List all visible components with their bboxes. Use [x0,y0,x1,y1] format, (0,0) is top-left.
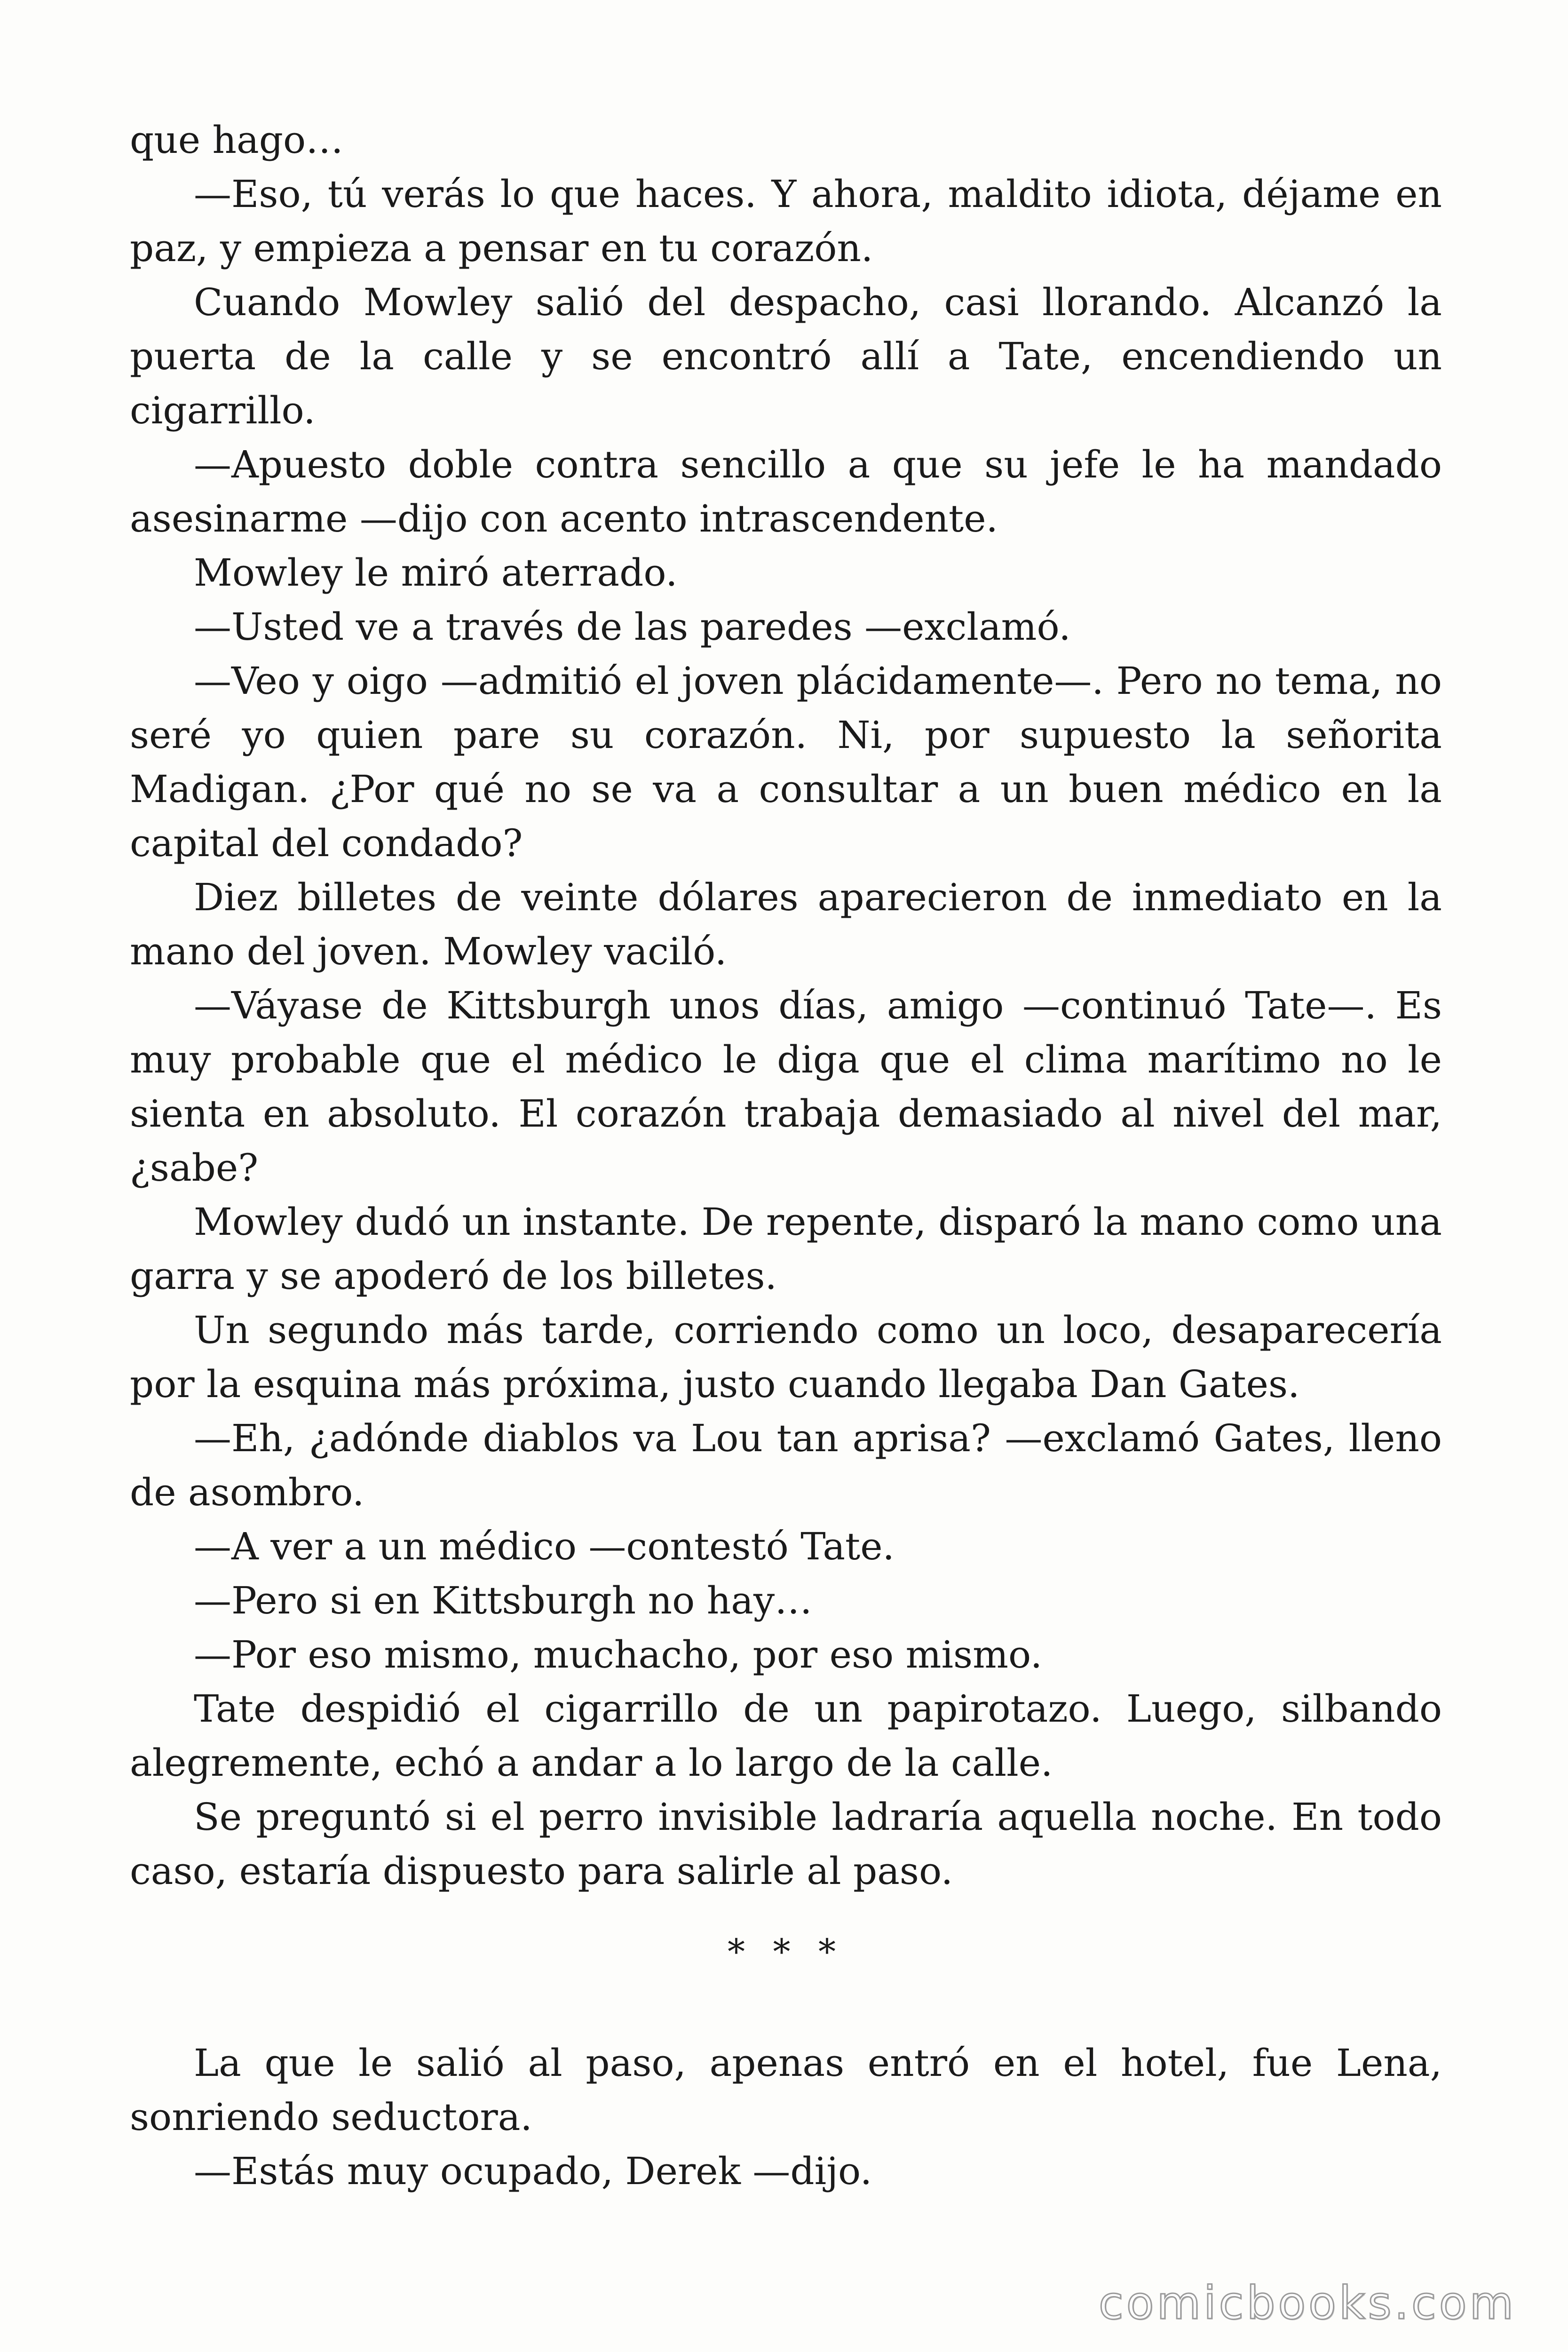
paragraph: La que le salió al paso, apenas entró en el hotel, fue Lena, sonriendo seductora. [130,2041,1442,2139]
paragraph: —Usted ve a través de las paredes —exclamó. [194,605,1071,649]
paragraph: —Por eso mismo, muchacho, por eso mismo. [194,1633,1043,1677]
body-text [130,113,1442,2198]
paragraph: —A ver a un médico —contestó Tate. [194,1525,895,1568]
paragraph: —Pero si en Kittsburgh no hay… [194,1579,813,1622]
paragraph: Cuando Mowley salió del despacho, casi llorando. Alcanzó la puerta de la calle y se encontró allí a Tate, encendiendo un cigarrillo. [130,280,1442,432]
paragraph: Mowley dudó un instante. De repente, disparó la mano como una garra y se apoderó de los billetes. [130,1200,1442,1298]
paragraph: —Eh, ¿adónde diablos va Lou tan aprisa? —exclamó Gates, lleno de asombro. [130,1416,1442,1514]
paragraph: Mowley le miró aterrado. [194,551,678,595]
section-separator: * * * [727,1932,845,1972]
paragraph: Un segundo más tarde, corriendo como un loco, desaparecería por la esquina más próxima, justo cuando llegaba Dan Gates. [130,1308,1442,1406]
watermark-logo: comicbooks.com [1098,2277,1516,2329]
paragraph: —Apuesto doble contra sencillo a que su jefe le ha mandado asesinarme —dijo con acento intrascendente. [130,443,1442,540]
paragraph: —Eso, tú verás lo que haces. Y ahora, maldito idiota, déjame en paz, y empieza a pensar en tu corazón. [130,172,1442,270]
paragraph: Diez billetes de veinte dólares aparecieron de inmediato en la mano del joven. Mowley vaciló. [130,875,1442,973]
paragraph: —Estás muy ocupado, Derek —dijo. [194,2149,872,2193]
paragraph: —Veo y oigo —admitió el joven plácidamente—. Pero no tema, no seré yo quien pare su corazón. Ni, por supuesto la señorita Madigan. ¿Por qué no se va a consultar a un buen médico en la capital del condado? [130,659,1442,865]
paragraph: Tate despidió el cigarrillo de un papirotazo. Luego, silbando alegremente, echó a andar a lo largo de la calle. [130,1687,1442,1785]
paragraph: que hago… [130,118,344,162]
paragraph: —Váyase de Kittsburgh unos días, amigo —continuó Tate—. Es muy probable que el médico le diga que el clima marítimo no le sienta en absoluto. El corazón trabaja demasiado al nivel del mar, ¿sabe? [130,984,1442,1190]
paragraph: Se preguntó si el perro invisible ladraría aquella noche. En todo caso, estaría dispuesto para salirle al paso. [130,1795,1442,1893]
